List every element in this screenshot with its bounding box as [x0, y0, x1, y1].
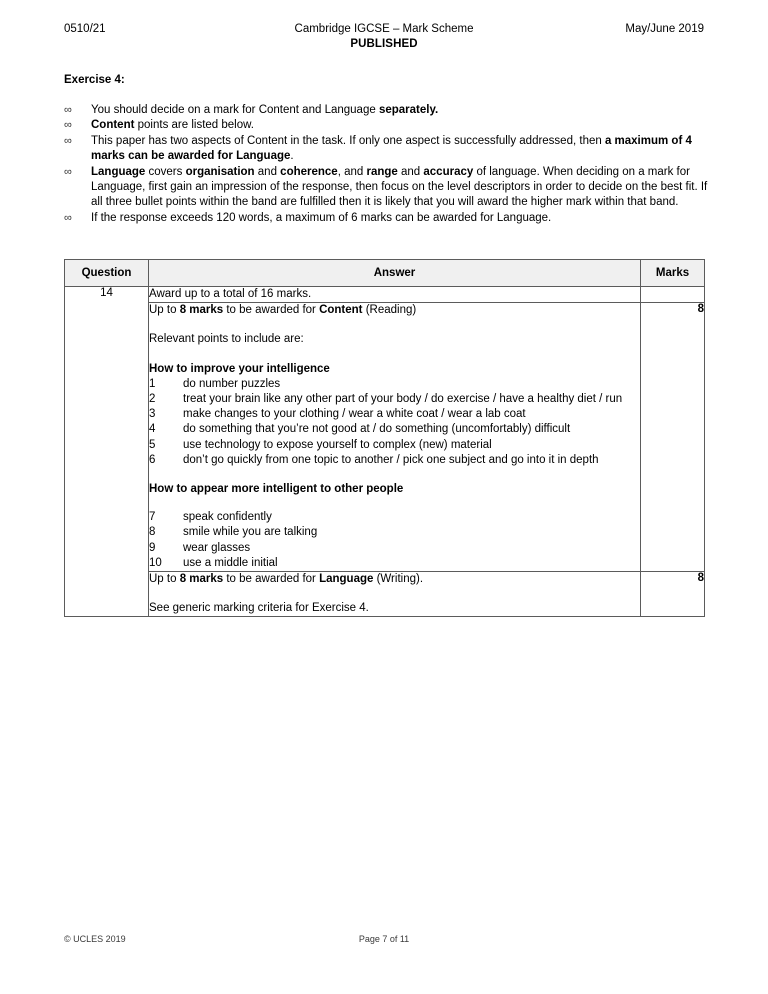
answer-point [149, 407, 640, 422]
emphasis-text: organisation [185, 165, 255, 178]
answer-point-text: use a middle initial [183, 556, 278, 569]
body-text: Award up to a total of 16 marks. [149, 288, 312, 300]
answer-subheading [149, 482, 640, 497]
page-number: Page 7 of 11 [358, 934, 410, 944]
answer-point [149, 438, 640, 453]
table-row [65, 287, 705, 303]
emphasis-text: coherence [280, 165, 338, 178]
intro-bullet-text [91, 135, 692, 162]
intro-bullet-text [91, 212, 551, 224]
answer-point [149, 556, 640, 571]
document-footer [64, 934, 704, 948]
intro-bullet-item [64, 165, 708, 211]
body-text: If the response exceeds 120 words, a maximum of 6 marks can be awarded for Language. [91, 211, 552, 224]
answer-point-number: 1 [149, 377, 156, 390]
answer-point-number: 4 [149, 423, 156, 436]
body-text: of language. When deciding on a mark for Language, first gain an impression of the response, then focus on the level descriptors in order to decide on the best fit. If all three bullet points within the band are fulfilled then it is likely that you will award the higher mark within that band. [91, 165, 708, 209]
marks-cell [641, 287, 705, 303]
answer-subheading [149, 362, 640, 377]
header-title-block [64, 22, 704, 52]
answer-point-text: do something that you’re not good at / do something (uncomfortably) difficult [183, 423, 571, 436]
answer-point-number: 10 [149, 556, 162, 569]
intro-bullet-item [64, 211, 708, 226]
answer-point-number: 8 [149, 526, 156, 539]
mark-scheme-table [64, 259, 705, 617]
body-text: , and [337, 165, 367, 178]
emphasis-text: separately. [378, 104, 439, 116]
body-text: and [397, 165, 424, 178]
emphasis-text: Content [91, 119, 135, 132]
answer-point-number: 2 [149, 393, 156, 406]
header-title: Cambridge IGCSE – Mark Scheme [294, 23, 474, 35]
intro-bullet-text [91, 166, 707, 209]
answer-point-text: use technology to expose yourself to complex (new) material [183, 438, 492, 451]
body-text: . [290, 150, 294, 163]
intro-bullet-list [64, 103, 708, 226]
answer-point-text: make changes to your clothing / wear a white coat / wear a lab coat [183, 408, 526, 421]
bullet-icon: ∞ [64, 104, 72, 116]
intro-bullet-item [64, 134, 708, 165]
answer-paragraph [149, 287, 640, 302]
emphasis-text: Language [319, 573, 374, 586]
copyright-notice: © UCLES 2019 [64, 934, 126, 944]
body-text: Up to [149, 304, 180, 317]
published-label: PUBLISHED [350, 38, 418, 50]
exercise-title: Exercise 4: [64, 74, 125, 86]
answer-paragraph [149, 332, 640, 347]
answer-point-number: 5 [149, 438, 156, 451]
body-text: Up to [149, 573, 180, 586]
answer-point [149, 541, 640, 556]
body-text: See generic marking criteria for Exercise 4. [149, 602, 369, 615]
body-text: covers [145, 165, 186, 178]
answer-point [149, 453, 640, 468]
body-text: You should decide on a mark for Content and Language [91, 104, 379, 116]
body-text: This paper has two aspects of Content in the task. If only one aspect is successfully addressed, then [91, 134, 605, 147]
answer-paragraph [149, 601, 640, 616]
answer-point [149, 377, 640, 392]
bullet-icon: ∞ [64, 119, 72, 132]
answer-point-text: treat your brain like any other part of your body / do exercise / have a healthy diet / run [183, 393, 623, 406]
answer-point-number: 9 [149, 541, 156, 554]
paper-code: 0510/21 [64, 23, 106, 35]
emphasis-text: How to improve your intelligence [149, 362, 330, 375]
bullet-icon: ∞ [64, 134, 72, 147]
bullet-icon: ∞ [64, 211, 72, 224]
answer-paragraph [149, 303, 640, 318]
marks-cell: 8 [641, 303, 705, 572]
answer-point-number: 6 [149, 453, 156, 466]
answer-point-text: do number puzzles [183, 377, 281, 390]
intro-bullet-text [91, 104, 438, 116]
column-header-question: Question [65, 260, 149, 287]
body-text: (Reading) [362, 304, 417, 317]
bullet-icon: ∞ [64, 165, 72, 178]
exam-session: May/June 2019 [625, 23, 704, 35]
emphasis-text: How to appear more intelligent to other people [149, 483, 404, 496]
answer-point [149, 392, 640, 407]
table-header-row [65, 260, 705, 287]
answer-point [149, 510, 640, 525]
answer-point-text: wear glasses [183, 541, 251, 554]
intro-bullet-item [64, 118, 708, 133]
column-header-answer: Answer [149, 260, 641, 287]
intro-bullet-text [91, 119, 254, 131]
marks-cell: 8 [641, 572, 705, 617]
emphasis-text: 8 marks [179, 573, 224, 586]
body-text: Relevant points to include are: [149, 333, 304, 346]
body-text: to be awarded for [223, 304, 320, 317]
emphasis-text: range [366, 165, 398, 178]
question-number-cell: 14 [65, 287, 149, 617]
answer-point-number: 3 [149, 408, 156, 421]
body-text: and [254, 165, 281, 178]
answer-cell [149, 287, 641, 303]
emphasis-text: Content [319, 304, 363, 317]
answer-point [149, 422, 640, 437]
answer-point-text: don’t go quickly from one topic to another / pick one subject and go into it in depth [183, 453, 599, 466]
emphasis-text: a maximum of 4 marks can be awarded for Language [91, 134, 692, 163]
emphasis-text: Language [91, 165, 146, 178]
intro-bullet-item [64, 103, 708, 118]
answer-cell [149, 572, 641, 617]
body-text: points are listed below. [134, 119, 254, 132]
body-text: to be awarded for [223, 573, 320, 586]
answer-point-text: smile while you are talking [183, 526, 318, 539]
answer-point-text: speak confidently [183, 511, 272, 524]
body-text: (Writing). [373, 573, 424, 586]
answer-cell [149, 303, 641, 572]
emphasis-text: 8 marks [179, 304, 224, 317]
table-row [65, 303, 705, 572]
document-header [64, 22, 704, 62]
answer-paragraph [149, 572, 640, 587]
answer-point-number: 7 [149, 511, 156, 524]
answer-point [149, 525, 640, 540]
emphasis-text: accuracy [423, 165, 474, 178]
column-header-marks: Marks [641, 260, 705, 287]
answer-point-list [149, 510, 640, 571]
table-row [65, 572, 705, 617]
answer-point-list [149, 377, 640, 468]
